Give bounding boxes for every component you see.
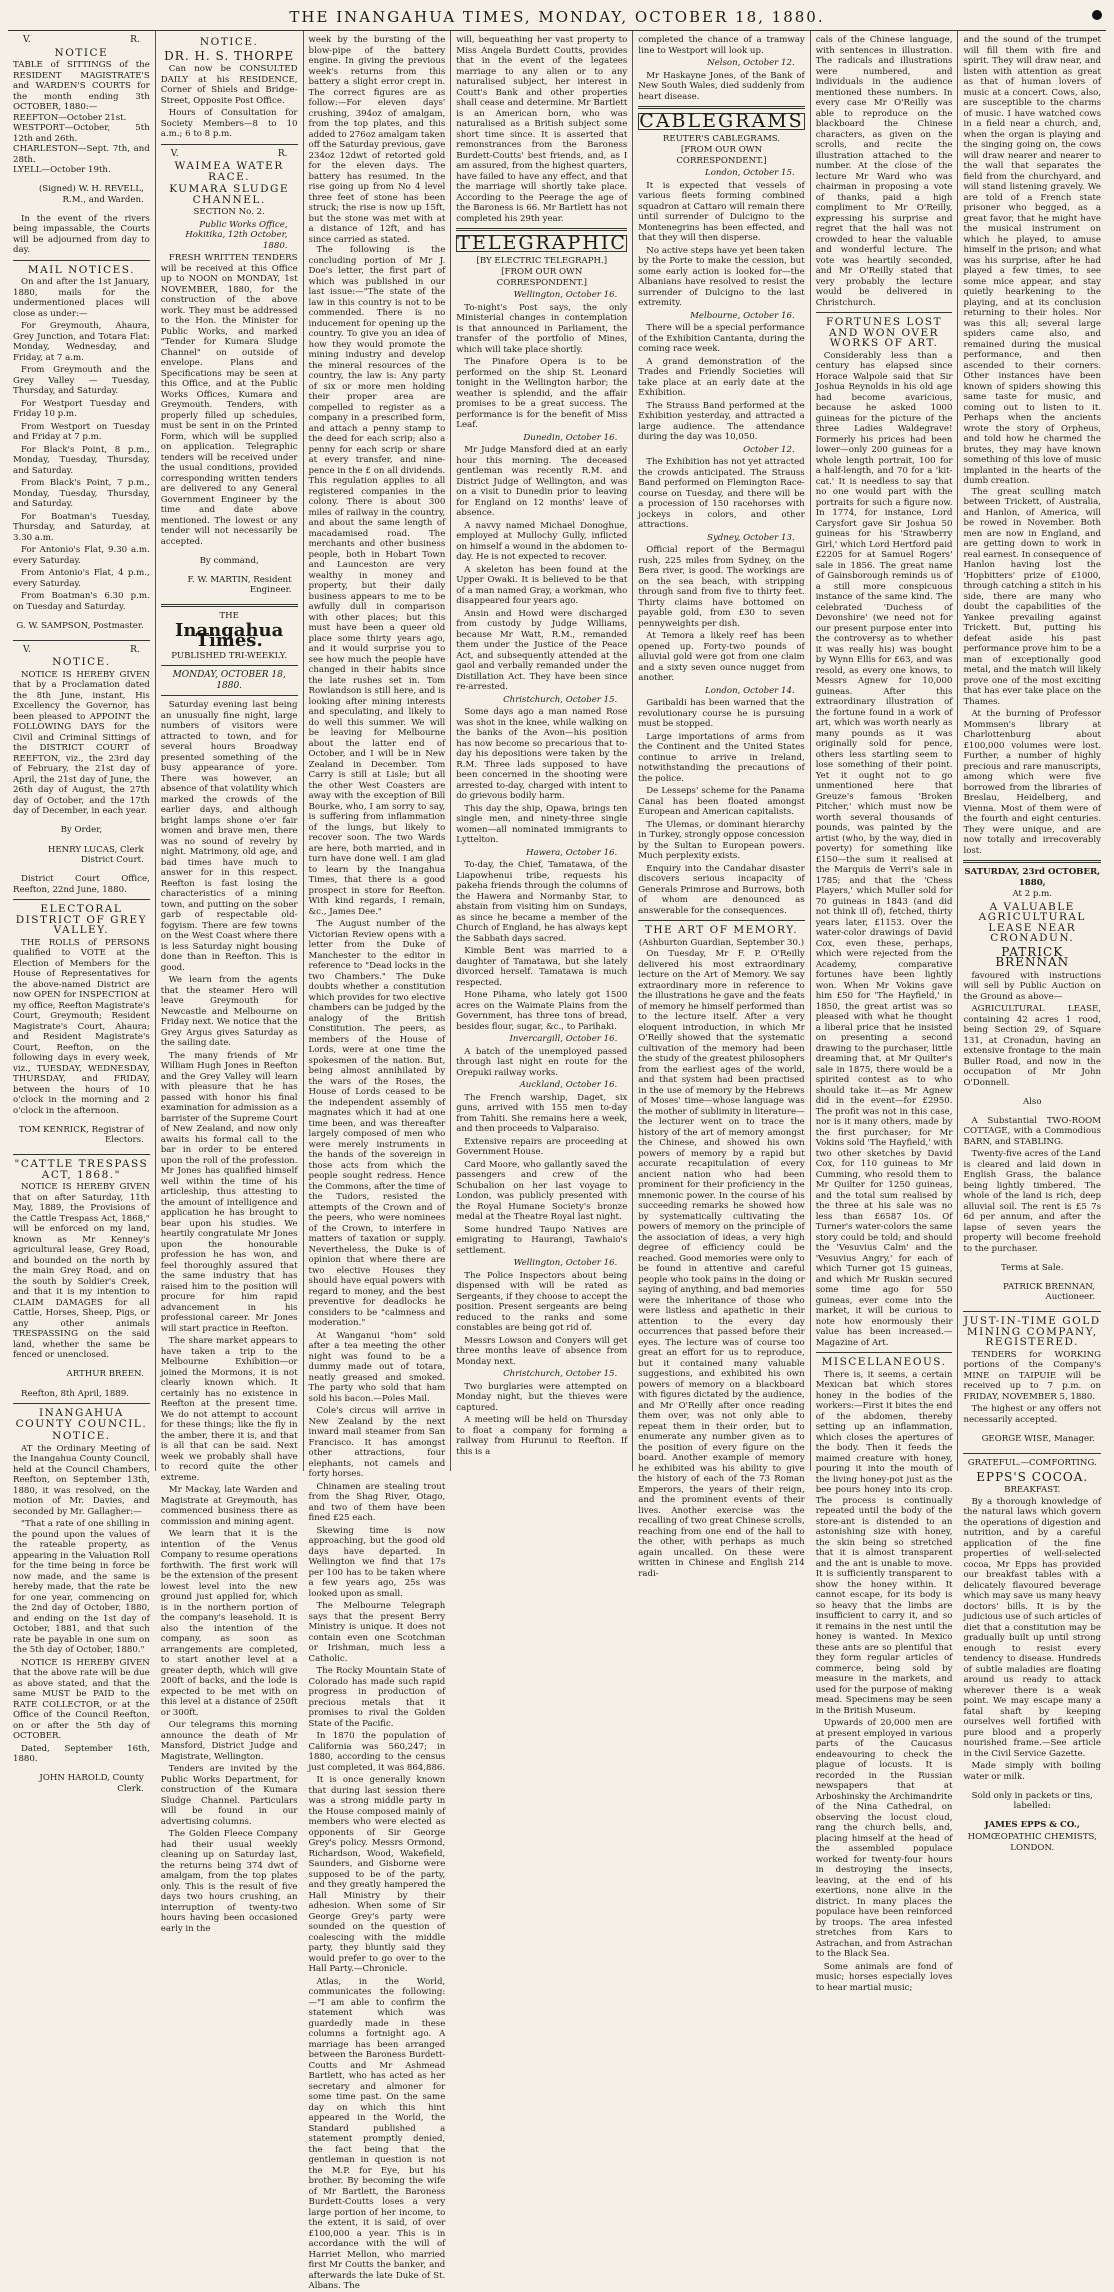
notice-body: NOTICE IS HEREBY GIVEN that by a Proclamation dated the 8th June, instant, His Excellency the Governor, has been pleased to APPOINT the FOLLOWING DAYS for the Civil and Criminal Sittings of the DISTRICT COURT of REEFTON, viz., the 23rd day of February, the 21st day of April, the 21st day of June, the 26th day of August, the 27th day of October, and the 17th day of December, in each year. [13, 669, 150, 817]
column-4 [451, 31, 633, 1471]
dispatch-dateline: London, October 14. [705, 685, 795, 696]
sale-date: SATURDAY, 23rd OCTOBER, 1880, [964, 867, 1101, 888]
news-para: The August number of the Victorian Review opens with a letter from the Duke of Manchester to the editor in reference to "Dead locks in the two Chambers." The Duke doubts whether a constitution which provides for two elective chambers can be judged by the analogy of the British Constitution. The peers, as members of the House of Lords, were at one time the spokesmen of the nation. But, being almost annihilated by the wars of the Roses, the House of Lords ceased to be the independent assembly of magnates which it had at one time been, and was thereafter largely composed of men who were merely instruments in the hands of the sovereign in those acts from which the people sought redress. Hence the Commons, after the time of the Tudors, resisted the attempts of the Crown and of the peers, who were nominees of the Crown, to interfere in matters of taxation or supply. Nevertheless, the Duke is of opinion that where there are two elective Houses they should have equal powers with regard to money, and the best preventive for deadlocks he considers to be "calmness and moderation." [308, 919, 446, 1328]
council-note: NOTICE IS HEREBY GIVEN that the above rate will be due as above stated, and that the same MUST be PAID to the RATE COLLECTOR, or at the Office of the Council Reefton, on or after the 5th day of OCTOBER. [13, 1657, 150, 1742]
section-label: SECTION No. 2. [193, 207, 265, 217]
mail-heading: MAIL NOTICES. [27, 263, 135, 276]
notice-body: WESTPORT—October, 5th 12th and 26th. [13, 123, 150, 144]
divider [963, 1311, 1101, 1312]
dispatch-text: A navvy named Michael Donoghue, employed at Mullochy Gully, inflicted on himself a wound in the abdomen to-day. He is not expected to recover. [456, 520, 628, 562]
columns [8, 31, 1106, 2291]
dispatch-dateline: October 12. [743, 444, 795, 455]
divider [963, 860, 1101, 863]
thorpe-name: DR. H. S. THORPE [164, 48, 295, 63]
notice-heading: NOTICE. [52, 656, 111, 669]
paper-title: Inangahua Times. [174, 619, 284, 652]
column-5 [633, 31, 810, 1579]
sale-time: At 2 p.m. [1012, 889, 1053, 899]
council-signed: JOHN HAROLD, County Clerk. [39, 1773, 144, 1794]
cattle-heading: "CATTLE TRESPASS ACT, 1868." [14, 1158, 149, 1181]
pw-office: Public Works Office, Hokitika, 12th October, 1880. [185, 219, 288, 251]
misc-text: Some animals are fond of music; horses especially loves to hear martial music; [815, 1961, 953, 1993]
mail-line: For Boatman's Tuesday, Thursday, and Saturday, at 3.30 a.m. [13, 511, 150, 543]
divider [161, 665, 298, 666]
divider [13, 1403, 150, 1404]
council-sub: NOTICE. [52, 1430, 111, 1443]
telegraphic-heading: TELEGRAPHIC [457, 232, 627, 254]
dispatch-dateline: Sydney, October 13. [707, 532, 795, 543]
news-para: The following is the concluding portion of Mr J. Doe's letter, the first part of which was published in our last issue:—"The state of the law in this country is not to be commended. There is no inducement for opening up the country. To give you an idea of how they would promote the mining industry and develop the mineral resources of the country, the law is: Any party of six or more men holding their proper area are compelled to register as a company in a prescribed form, and attach a penny stamp to the deed for each scrip; also a penny for each scrip or share at every transfer, and nine-pence in the £ on all dividends. This regulation applies to all registered companies in the colony. There is about 300 miles of railway in the country, and about the same length of macadamised road. The merchants and other business people, both in Hobart Town and Launceston are very wealthy in money and property, but their daily business appears to me to be awfully dull in comparison with other places; but this must have been a queer old place some thirty years ago, and it would surprise you to see how much the people have changed in their habits since the late rushes set in. Tom Rowlandson is still here, and is looking after mining interests and speculating, and likely to do well this summer. We will be leaving for Melbourne about the latter end of October, and I will be in New Zealand in December. Tom Carry is still at Lisle; but all the other West Coasters are away with the exception of Bill Bourke, who, I am sorry to say, is suffering from inflammation of the lungs, but likely to recover soon. The two Wards are here, both married, and in turn have done well. I am glad to learn by the Inangahua Times, that there is a good prospect in store for Reefton. With kind regards, I remain, &c., James Dee." [308, 245, 446, 917]
epps-pre: GRATEFUL.—COMFORTING. [967, 1458, 1097, 1469]
martin-signed: F. W. MARTIN, Resident Engineer. [187, 574, 292, 596]
notice-place: District Court Office, Reefton, 22nd June, 1880. [13, 874, 150, 895]
reuters-label: REUTER'S CABLEGRAMS. [662, 133, 781, 144]
notice-heading: NOTICE [54, 46, 109, 59]
dispatch-text: To-night's Post says, the only Ministerial changes in contemplation is that announced in Parliament, the transfer of the portfolio of Mines, which will take place shortly. [456, 302, 628, 355]
epps-sold: Sold only in packets or tins, labelled: [971, 1790, 1093, 1812]
editorial-para: We learn from the agents that the steamer Hero will leave Greymouth for Newcastle and Melbourne on Friday next. We notice that the Grey Argus gives Saturday as the sailing date. [160, 975, 298, 1049]
dispatch-text: The French warship, Daget, six guns, arrived with 155 men to-day from Tahiti. She remains here a week, and then proceeds to Valparaiso. [456, 1092, 628, 1134]
mining-signed: GEORGE WISE, Manager. [981, 1434, 1096, 1445]
notice-body: REEFTON—October 21st. [13, 112, 127, 123]
dispatch-text: Some days ago a man named Rose was shot in the knee, while walking on the banks of the Avon—his position has now become so precarious that to-day his depositions were taken by the R.M. Three lads supposed to have been concerned in the shooting were arrested to-day, charged with intent to do grievous bodily harm. [456, 707, 628, 801]
dispatch-text: Hone Pihama, who lately got 1500 acres on the Waimate Plains from the Government, has three tons of bread, besides flour, sugar, &c., to Parihaki. [456, 990, 628, 1032]
editorial-para: Tenders are invited by the Public Works Department, for construction of the Kumara Sludge Channel. Particulars will be found in our advertising columns. [160, 1764, 298, 1827]
mining-heading: JUST-IN-TIME GOLD MINING COMPANY, REGISTERED. [963, 1315, 1101, 1349]
notice-order: By Order, [60, 825, 103, 836]
dispatch-text: No active steps have yet been taken by the Porte to make the cession, but some early action is looked for—the Albanians have resolved to resist the surrender of Dulcigno to the last extremity. [638, 245, 805, 308]
cattle-body: NOTICE IS HEREBY GIVEN that on after Saturday, 11th May, 1889, the Provisions of the Cattle Trespass Act, 1868," will be enforced on my land, known as Mr Kenney's agricultural lease, Grey Road, and bounded on the north by the main Grey Road, and on the south by Soldier's Creek, and that it is my intention to CLAIM DAMAGES for all Cattle, Horses, Sheep, Pigs, or any other animals TRESPASSING on the said land, whether the same be fenced or unenclosed. [13, 1182, 150, 1361]
dispatch-text: Official report of the Bermagui rush, 225 miles from Sydney, on the Bera river, is good. The workings are on the sea beach, with stripping through sand from five to thirty feet. Thirty claims have bottomed on payable gold, from £30 to seven pennyweights per dish. [638, 545, 805, 629]
editorial-para: Mr Mackay, late Warden and Magistrate at Greymouth, has commenced business there as commission and mining agent. [160, 1485, 298, 1527]
editorial-para: The many friends of Mr William Hugh Jones in Reefton and the Grey Valley will learn with pleasure that he has passed with honor his final examination for admission as a barrister of the Supreme Court of New Zealand, and now only awaits his formal call to the bar in order to be entered upon the roll of the profession. Mr Jones has qualified himself well within the time of his articleship, thus attesting to the amount of intelligence and application he has brought to bear upon his studies. We heartily congratulate Mr Jones upon the honourable profession he has won, and feel thoroughly assured that the same industry that has raised him to the position will procure for him rapid advancement in his professional career. Mr Jones will start practice in Reefton. [160, 1050, 298, 1334]
epps-made: Made simply with boiling water or milk. [963, 1761, 1102, 1782]
notice-signed: (Signed) W. H. REVELL, R.M., and Warden. [38, 184, 144, 205]
sale-body: favoured with instructions will sell by Public Auction on the Ground as above— [963, 970, 1102, 1002]
vr-r: R. [277, 148, 288, 159]
divider [161, 604, 298, 607]
vr-v: V. [23, 644, 31, 655]
nelson-text: Mr Haskayne Jones, of the Bank of New South Wales, died suddenly from heart disease. [638, 70, 805, 102]
sale-item: AGRICULTURAL LEASE, containing 42 acres 1 rood, being Section 29, of Square 131, at Cronadun, having an extensive frontage to the main Buller Road, and now in the occupation of Mr John O'Donnell. [963, 1004, 1102, 1088]
column-3 [304, 31, 452, 2291]
dispatch-text: Some hundred Taupo Natives are emigrating to Haurangi, Tawhaio's settlement. [456, 1224, 628, 1256]
news-para: It is once generally known that during last session there was a strong middle party in the House composed mainly of members who were elected as opponents of Sir George Grey's policy. Messrs Ormond, Richardson, Wood, Wakefield, Saunders, and Gisborne were supposed to be of the party, and they greatly hampered the Hall Ministry by their adhesion. When some of Sir George Grey's party were sounded on the question of coalescing with the middle party, they bluntly said they would prefer to go over to the Hall Party.—Chronicle. [308, 1775, 446, 1974]
notice-body: TABLE of SITTINGS of the RESIDENT MAGISTRATE'S and WARDEN'S COURTS for the month ending 3th OCTOBER, 1880:— [13, 60, 150, 112]
cablegrams-heading: CABLEGRAMS [639, 110, 804, 132]
thorpe-hours: Hours of Consultation for Society Members—8 to 10 a.m.; 6 to 8 p.m. [160, 108, 298, 139]
mail-line: For Antonio's Flat, 9.30 a.m. every Saturday. [13, 545, 150, 566]
council-quote: "That a rate of one shilling in the pound upon the values of the rateable property, as appearing in the Valuation Roll for the time being in force be now made, and the same is hereby made, that the rate be for one year, commencing on the 2nd day of October, 1880, and ending on the 1st day of October, 1881, and that such rate be payable in one sum on the 5th day of October, 1880." [13, 1519, 150, 1656]
divider [161, 144, 298, 145]
dispatch-text: It is expected that vessels of various fleets forming combined squadron at Cattaro will remain there until surrender of Dulcigno to the Montenegrins has been effected, and that they will then disperse. [638, 180, 805, 243]
news-para: Chinamen are stealing trout from the Shag River, Otago, and two of them have been fined £25 each. [308, 1481, 446, 1523]
dispatch-dateline: Wellington, October 16. [513, 1258, 618, 1268]
kumara-heading: KUMARA SLUDGE CHANNEL. [169, 183, 290, 206]
command: By command, [199, 555, 259, 566]
dispatch-text: At Temora a likely reef has been opened up. Forty-two pounds of alluvial gold were got from one claim and a sixty seven ounce nugget from another. [638, 631, 805, 683]
mail-line: For Greymouth, Ahaura, Grey Junction, and Totara Flat: Monday, Wednesday, and Friday, at 7 a.m. [13, 321, 150, 363]
fortunes-heading: FORTUNES LOST AND WON OVER WORKS OF ART. [826, 316, 943, 349]
news-para: and the sound of the trumpet will fill them with fire and spirit. They will draw near, and listen with attention as great as that of human lovers of music at a concert. Cows, also, are susceptible to the charms of music. I have watched cows in a field near a church, and, when the organ is playing and the singing going on, the cows will draw nearer and nearer to the wall that separates the field from the churchyard, and will stand listening gravely. We are told of a French state prisoner who begged, as a great favor, that he might have the musical instrument on which he played, to amuse himself in the prison; and what was his surprise, after he had played a few times, to see some mice appear, and stay quietly hearkening to the playing, and at its conclusion returning to their holes. Nor was this all; several large spiders came also, and remained during the musical performance, and then ascended to their corners. Other instances have been known of spiders showing this same taste for music, and coming out to listen to it. Perhaps when the ancients wrote the story of Orpheus, and told how he charmed the brutes, they may have known something of this love of music implanted in the hearts of the dumb creation. [963, 35, 1102, 486]
dispatch-text: Ansin and Howd were discharged from custody by Judge Williams, because Mr Watt, R.M., remanded them under the Justice of the Peace Act, and subsequently attended at the gaol and verbally remanded under the Distillation Act. They have been since re-arrested. [456, 608, 628, 692]
sale-heading: A VALUABLE AGRICULTURAL LEASE NEAR CRONADUN. [978, 900, 1086, 944]
news-para: At Wanganui "hom" sold after a tea meeting the other night was found to be a dummy made out of totara, neatly greased and smoked. The party who sold that ham sold his bacon.—Poles Mail. [308, 1330, 446, 1404]
epps-chem: HOMŒOPATHIC CHEMISTS, [967, 1831, 1097, 1842]
the-label: THE [219, 611, 239, 622]
epps-sub: BREAKFAST. [1004, 1485, 1061, 1496]
news-para: completed the chance of a tramway line to Westport will look up. [638, 35, 805, 56]
mail-line: From Black's Point, 7 p.m., Monday, Tuesday, Thursday, and Saturday. [13, 478, 150, 510]
dispatch-text: De Lesseps' scheme for the Panama Canal has been floated amongst European and American capitalists. [638, 786, 805, 817]
notice-body: CHARLESTON—Sept. 7th, and 28th. [13, 144, 150, 165]
column-2 [156, 31, 304, 1934]
epps-body: By a thorough knowledge of the natural laws which govern the operations of digestion and nutrition, and by a careful application of the fine properties of well-selected cocoa, Mr Epps has provided our breakfast tables with a delicately flavoured beverage which may save us many heavy doctors' bills. It is by the judicious use of such articles of diet that a constitution may be gradually built up until strong enough to resist every tendency to disease. Hundreds of subtle maladies are floating around us ready to attack wherever there is a weak point. We may escape many a fatal shaft by keeping ourselves well fortified with pure blood and a properly nourished frame.—See article in the Civil Service Gazette. [963, 1496, 1102, 1759]
news-para: The great sculling match between Trickett, of Australia, and Hanlon, of America, will be rowed in November. Both men are now in England, and are getting down to work in real earnest. In consequence of Hanlon having lost the 'Hopbitters' prize of £1000, through catching a stitch in his side, there are many who doubt the capabilities of the Yankee prevailing against Trickett. But, putting his defeat aside his past performance prove him to be a man of exceptionally good metal, and the match will likely prove one of the most exciting that has ever take place on the Thames. [963, 486, 1102, 707]
mail-line: On and after the 1st January, 1880, mails for the undermentioned places will close as under:— [13, 277, 150, 319]
electoral-body: THE ROLLS of PERSONS qualified to VOTE at the Election of Members for the House of Representatives for the above-named District are now OPEN for INSPECTION at my office, Reefton Magistrate's Court, Greymouth; Resident Magistrate's Court, Ahaura; and Resident Magistrate's Court, Reefton, on the following days in every week, viz., TUESDAY, WEDNESDAY, THURSDAY, and FRIDAY, between the hours of 10 o'clock in the morning and 2 o'clock in the afternoon. [13, 937, 150, 1116]
dispatch-text: Kimble Bent was married to a daughter of Tamatawa, but she lately divorced herself. Tamatawa is much respected. [456, 946, 628, 988]
epps-firm: JAMES EPPS & CO., [984, 1820, 1080, 1831]
masthead [8, 4, 1106, 31]
memory-heading: THE ART OF MEMORY. [644, 924, 799, 936]
editorial-para: We learn that it is the intention of the Venus Company to resume operations forthwith. The first work will be the extension of the present lowest level into the new ground just applied for, which is in the northern portion of the company's leasehold. It is also the intention of the company, as soon as arrangements are completed, to start another level at a greater depth, which will give 200ft of backs, and the lode is expected to be met with on this level at a distance of 250ft or 300ft. [160, 1529, 298, 1718]
telegraph-dispatches [456, 290, 627, 1457]
misc-text: Upwards of 20,000 men are at present employed in various parts of the Caucasus endeavouring to check the plague of locusts. It is recorded in the Russian newspapers that at Arboshinsky the Archimandrite of the Nina Cathedral, on observing the locust cloud, rang the church bells, and, placing himself at the head of the assembled populace worked for twenty-four hours in destroying the insects, leaving, at the end of his exertions, none alive in the district. In many places the populace have been reinforced by troops. The area infested stretches from Kars to Astrachan, and from Astrachan to the Black Sea. [815, 1718, 953, 1959]
sale-cottage: A Substantial TWO-ROOM COTTAGE, with a Commodious BARN, and STABLING. [963, 1115, 1102, 1147]
dispatch-text: A meeting will be held on Thursday to float a company for forming a railway from Hurunui to Reefton. If this is a [456, 1415, 628, 1457]
divider [13, 260, 150, 261]
mail-line: From Antonio's Flat, 4 p.m., every Saturday. [13, 568, 150, 589]
mail-line: From Greymouth and the Grey Valley — Tuesday, Thursday, and Saturday. [13, 365, 150, 397]
dispatch-text: There will be a special performance of the Exhibition Cantanta, during the coming race week. [638, 323, 805, 354]
divider [161, 695, 298, 696]
editorial-para: Our telegrams this morning announce the death of Mr Mansford, District Judge and Magistrate, Wellington. [160, 1720, 298, 1762]
sale-terms: Terms at Sale. [1001, 1262, 1064, 1273]
divider [456, 228, 627, 231]
news-para: The Rocky Mountain State of Colorado has made such rapid progress in production of precious metals that it promises to rival the Golden State of the Pacific. [308, 1666, 446, 1729]
notice-signed: HENRY LUCAS, Clerk District Court. [47, 844, 144, 866]
dispatch-text: The Police Inspectors about being dispensed with will be rated as Sergeants, if they choose to accept the position. Present sergeants are being reduced to the ranks and some constables are being got rid of. [456, 1270, 628, 1333]
nelson-dateline: Nelson, October 12. [707, 58, 795, 68]
own-correspondent-label: [FROM OUR OWN CORRESPONDENT.] [496, 267, 587, 288]
dispatch-dateline: Christchurch, October 15. [503, 1369, 618, 1379]
notice-body: LYELL—October 19th. [13, 165, 111, 175]
dispatch-text: The Exhibition has not yet attracted the crowds anticipated. The Strauss Band performed on Flemington Race-course on Tuesday, and there will be a procession of 150 racehorses with jockeys in colors, and other attractions. [638, 457, 805, 530]
council-heading: INANGAHUA COUNTY COUNCIL. [15, 1407, 148, 1430]
dispatch-dateline: Christchurch, October 15. [503, 694, 618, 705]
editorial-para: The share market appears to have taken a trip to the Melbourne Exhibition—or joined the Mormons, it is not clearly known which. It certainly has no existence in Reefton at the present time. We do not attempt to account for these things; like the fly in the amber, there it is, and that is all that can be said. Next week we probably shall have to record quite the other extreme. [160, 1336, 298, 1483]
tender-body: FRESH WRITTEN TENDERS will be received at this Office up to NOON on MONDAY, 1st NOVEMBER, 1880, for the construction of the above work. They must be addressed to the Hon. the Minister for Public Works, and marked "Tender for Kumara Sludge Channel" on outside of envelope. Plans and Specifications may be seen at this Office, and at the Public Works Offices, Kumara and Greymouth. Tenders, with properly filled up schedules, must be sent in on the Printed Form, which will be supplied on application. Telegraphic tenders will be received under the usual conditions, provided corresponding written tenders are delivered to any General Government Engineer by the time and date above mentioned. The lowest or any tender will not necessarily be accepted. [160, 253, 298, 547]
column-6 [811, 31, 959, 1993]
fortunes-text: Considerably less than a century has elapsed since Horace Walpole said that Sir Joshua Reynolds in his old age had become avaricious, because he asked 1000 guineas for the picture of the three Ladies Waldegrave! Formerly his prices had been lower—only 200 guineas for a whole length portrait, 100 for a half-length, and 70 for a 'kit-cat.' It is needless to say that no one would part with the portraits for such a figure now. In 1774, for instance, Lord Carysfort gave Sir Joshua 50 guineas for his 'Strawberry Girl,' which Lord Hertford paid £2205 for at Samuel Rogers' sale in 1856. The great name of Gainsborough reminds us of a still more conspicuous instance of the same kind. The celebrated 'Duchess of Devonshire' (we need not for our present purpose enter into the controversy as to whether it was really his) was bought by Wynn Ellis for £63, and was resold, as every one knows, to Messrs Agnew for 10,000 guineas. After this extraordinary illustration of the fortune found in a work of art, which was worth nearly as many pounds as it was originally sold for pence, others less startling seem to lose something of their point. Yet it ought not to go unmentioned here that Greuze's famous 'Broken Pitcher,' which must now be worth several thousands of pounds, was painted by the artist (who, by the way, died in poverty) for something like £150—the sum it realised at the Marquis de Verri's sale in 1785; and that the 'Chess Players,' which Muller sold for 70 guineas in 1843 (and did not think ill of), fetched, thirty years later, £1153. Over the water-color drawings of David Cox, even these, perhaps, which were rejected from the Academy, comparative fortunes have been lightly won. When Mr Vokins gave him £50 for 'The Hayfield,' in 1850, the great artist was so pleased with what he thought a liberal price that he insisted on presenting a second drawing to the purchaser, little dreaming that, at Mr Quilter's sale in 1875, there would be a spirited contest as to who should take it—as Mr Agnew did in the event—for £2950. The profit was not in this case, nor is it many others, made by the first purchaser; for Mr Vokins sold 'The Hayfield,' with two other sketches by David Cox, for 110 guineas to Mr Cumming, who resold them to Mr Quilter for 1250 guineas, and the total sum realised by the three at his sale was no less than £6587 10s. Of Turner's water-colors the same story could be told; and should the 'Vesuvius Calm' and the 'Vesuvius Angry,' for each of which Turner got 15 guineas, and which Mr Ruskin secured some time ago for 550 guineas, ever come into the market, it will be curious to note how enormously their value has been increased.—Magazine of Art. [815, 350, 953, 1348]
mail-line: From Westport on Tuesday and Friday at 7 p.m. [13, 421, 150, 443]
dispatch-dateline: Invercargill, October 16. [509, 1034, 618, 1044]
dispatch-text: A grand demonstration of the Trades and Friendly Societies will take place at an early date at the Exhibition. [638, 356, 805, 398]
own-correspondent-label: [FROM OUR OWN CORRESPONDENT.] [676, 145, 767, 166]
dispatch-text: To-day, the Chief, Tamatawa, of the Liapowhenui tribe, requests his pakeha friends through the columns of the Hawera and Normanby Star, to abstain from visiting him on Sundays, as since he became a member of the Church of England, he has always kept the Sabbath days sacred. [456, 860, 628, 944]
divider [963, 1453, 1101, 1454]
epps-name: EPPS'S COCOA. [976, 1469, 1089, 1484]
dispatch-text: Garibaldi has been warned that the revolutionary course he is pursuing must be stopped. [638, 698, 805, 729]
waimea-heading: WAIMEA WATER RACE. [174, 160, 284, 183]
mail-line: For Black's Point, 8 p.m., Monday, Tuesday, Thursday, and Saturday. [13, 444, 150, 476]
vr-header [13, 645, 150, 656]
masthead-title: THE INANGAHUA TIMES, MONDAY, OCTOBER 18, 1880. [289, 8, 825, 26]
dispatch-text: A batch of the unemployed passed through last night en route for the Orepuki railway works. [456, 1046, 628, 1078]
dispatch-text: The Strauss Band performed at the Exhibition yesterday, and attracted a large audience. The attendance during the day was 10,050. [638, 400, 805, 442]
sale-also: Also [1022, 1096, 1042, 1107]
dispatch-dateline: Hawera, October 16. [525, 847, 618, 858]
by-electric-label: [BY ELECTRIC TELEGRAPH.] [476, 255, 608, 266]
vr-r: R. [130, 35, 140, 45]
ink-blot-icon [1092, 8, 1102, 24]
dispatch-dateline: Melbourne, October 16. [690, 310, 795, 321]
electoral-heading: ELECTORAL DISTRICT OF GREY VALLEY. [15, 903, 148, 937]
dispatch-dateline: Dunedin, October 16. [523, 432, 618, 443]
misc-heading: MISCELLANEOUS. [821, 1356, 947, 1368]
editorial-para: Saturday evening last being an unusually fine night, large numbers of visitors were attracted to town, and for several hours Broadway presented something of the busy appearance of yore. There was however, an absence of that volatility which marked the crowds of the earlier days, and although bright lamps shone o'er fair women and brave men, there was no sound of revelry by night. Matrimony, old age, and bad times have much to answer for in this respect. Reefton is fast losing the characteristics of a mining town, and putting on the sober garb of respectable old-fogyism. There are few towns on the West Coast where there is less Saturday night bousing done than in Reefton. This is good. [160, 700, 298, 973]
divider [638, 106, 804, 109]
mail-line: For Westport Tuesday and Friday 10 p.m. [13, 398, 150, 420]
column-1 [8, 31, 156, 1794]
misc-text: There is, it seems, a certain Mexican bat which stores honey in the bodies of the workers:—First it bites the end of the abdomen, thereby setting up an inflammation, which closes the apertures of the body. Then it feeds the maimed creature with honey, pouring it into the mouth of the living honey-pot just as the bee pours honey into its crop. The process is continually repeated until the body of the store-ant is distended to an astonishing size with honey, the skin being so stretched that it is almost transparent and the ant is unable to move. It is sufficiently transparent to show the honey within. It cannot escape, for its body is so heavy that the limbs are insufficient to carry it, and so it remains in the nest until the honey is wanted. In Mexico these ants are so plentiful that they form regular articles of commerce, being sold by measure in the markets, and used for the purpose of making mead. Specimens may be seen in the British Museum. [815, 1369, 953, 1716]
dispatch-text: Messrs Lowson and Conyers will get three months leave of absence from Monday next. [456, 1335, 628, 1367]
vr-header [13, 35, 150, 46]
thorpe-body: Can now be CONSULTED DAILY at his RESIDENCE, Corner of Shiels and Bridge-Street, Opposite Post Office. [160, 64, 298, 106]
dispatch-text: Extensive repairs are proceeding at Government House. [456, 1136, 628, 1157]
dispatch-dateline: London, October 15. [705, 168, 795, 178]
mining-note: The highest or any offers not necessarily accepted. [963, 1404, 1102, 1425]
news-para: cals of the Chinese language, with sentences in illustration. The radicals and illustrations were numbered, and individuals in the audience mentioned these numbers. In every case Mr O'Reilly was able to reproduce on the blackboard the Chinese characters, as given on the scrolls, and recite the illustration attached to the number. At the close of the lecture Mr Ward who was chairman in proposing a vote of thanks, paid a high compliment to Mr O'Reilly, expressing his surprise and regret that the hall was not crowded to hear the valuable and wonderful lecture. The vote was heartily seconded, and Mr O'Reilly stated that very probably the lecture would be delivered in Christchurch. [815, 35, 953, 308]
vr-r: R. [130, 644, 140, 655]
dispatch-text: Large importations of arms from the Continent and the United States continue to arrive in Ireland, notwithstanding the precautions of the police. [638, 731, 805, 784]
council-body: AT the Ordinary Meeting of the Inangahua County Council, held at the Council Chambers, Reefton, on September 13th, 1880, it was resolved, on the motion of Mr. Davies, and seconded by Mr. Gallagher:— [13, 1443, 150, 1517]
memory-source: (Ashburton Guardian, September 30.) [638, 937, 805, 948]
sale-note: Twenty-five acres of the Land is cleared and laid down in English Grass, the balance being lightly timbered. The whole of the land is rich, deep alluvial soil. The rent is £5 7s 6d per annum, and after the lapse of seven years the property will become freehold to the purchaser. [963, 1149, 1102, 1254]
news-para: The Melbourne Telegraph says that the present Berry Ministry is unique. It does not contain even one Scotchman or Irishman, much less a Catholic. [308, 1601, 446, 1664]
news-para: will, bequeathing her vast property to Miss Angela Burdett Coutts, provides that in the event of the legatees marriage to any alien or to any naturalised subject, her interest in Coutt's Bank and other properties shall cease and determine. Mr Bartlett is an American born, who was naturalised as a British subject some short time since. It is asserted that remonstrances from the Baroness Burdett-Coutts' best friends, and, as I am assured, from the highest quarters, have failed to have any effect, and that the marriage will shortly take place. According to the Peerage the age of the Baroness is 66. Mr Bartlett has not completed his 29th year. [456, 35, 628, 224]
dispatch-text: Enquiry into the Candahar disaster discovers serious incapacity of Generals Primrose and Burrows, both of whom are denounced as answerable for the consequences. [638, 863, 805, 916]
dispatch-dateline: Auckland, October 16. [519, 1080, 618, 1090]
dispatch-text: A skeleton has been found at the Upper Owaki. It is believed to be that of a man named Gray, a workman, who disappeared four years ago. [456, 564, 628, 606]
sale-name: PATRICK BRENNAN [995, 944, 1070, 969]
divider [638, 920, 804, 921]
editorial-dateline: MONDAY, OCTOBER 18, 1880. [172, 670, 286, 691]
notice-note: In the event of the rivers being impassable, the Courts will be adjourned from day to day. [13, 213, 150, 256]
news-para: In 1870 the population of California was 560,247; in 1880, according to the census just completed, it was 864,886. [308, 1731, 446, 1773]
dispatch-text: The Pinafore Opera is to be performed on the ship St. Leonard tonight in the Wellington harbor; the weather is splendid, and the affair promises to be a great success. The performance is for the benefit of Miss Leaf. [456, 357, 628, 430]
published-label: PUBLISHED TRI-WEEKLY. [171, 650, 288, 661]
divider [816, 312, 953, 313]
news-para: At the burning of Professor Mommsen's library at Charlottenburg about £100,000 volumes were lost. Further, a number of highly precious and rare manuscripts, among which were five borrowed from the libraries of Breslau, Heidelberg, and Vienna. Most of them were of the fourth and eight centuries. They were unique, and are now totally and irrecoverably lost. [963, 709, 1102, 856]
dispatch-dateline: Wellington, October 16. [513, 290, 618, 300]
dispatch-text: Card Moore, who gallantly saved the passengers and crew of the Schubalion on her last voyage to London, was publicly presented with the Royal Humane Society's bronze medal at the Theatre Royal last night. [456, 1159, 628, 1222]
council-dated: Dated, September 16th, 1880. [13, 1743, 150, 1765]
electoral-signed: TOM KENRICK, Registrar of Electors. [18, 1124, 144, 1146]
editorial-para: The Golden Fleece Company had their usual weekly cleaning up on Saturday last, the returns being 374 dwt of amalgam, from the top plates only. This is the result of five days two hours crushing, an interruption of twenty-two hours having been occasioned early in the [160, 1829, 298, 1934]
epps-loc: LONDON. [1010, 1843, 1055, 1854]
divider [13, 899, 150, 900]
news-para: week by the bursting of the blow-pipe of the battery engine. In giving the previous week's returns from this battery a slight error crept in. The correct figures are as follow:—For eleven days' crushing, 394oz of amalgam, from the top plates, and this added to 276oz amalgam taken off the Saturday previous, gave 234oz 12dwt of retorted gold for the eleven days. The battery has resumed. In the rise going up from No 4 level three feet of stone has been struck; the rise is now up 15ft, but the stone was met with at a distance of 12ft, and has since carried as stated. [308, 35, 446, 245]
dispatch-text: Two burglaries were attempted on Monday night, but the thieves were captured. [456, 1381, 628, 1413]
mail-line: From Boatman's 6.30 p.m. on Tuesday and Saturday. [13, 591, 150, 612]
news-para: Skewing time is now approaching, but the good old days have departed. In Wellington we find that 17s per 100 has to be taken where a few years ago, 25s was looked upon as small. [308, 1525, 446, 1599]
divider [13, 1154, 150, 1155]
memory-text: On Tuesday, Mr F. P. O'Reilly delivered his most extraordinary lecture on the Art of Memory. We say extraordinary more in reference to the illustrations he gave and the feats of memory he himself performed than to the lecture itself. After a very eloquent introduction, in which Mr O'Reilly showed that the systematic cultivation of the memory had been the study of the greatest philosophers from the earliest ages of the world, and that system had been practised in the use of memory by the Hebrews of Moses' time—whose language was the mother of sublimity in literature—the lecturer went on to trace the history of the art of memory amongst the Chinese, and showed his own powers of memory by a rapid but accurate recapitulation of every ancient nation who had been prominent for their proficiency in the mnemonic power. In the course of his succeeding remarks he showed how by systematically cultivating the powers of memory on the principle of the association of ideas, a very high degree of efficiency could be reached. Good memories were only to be found in attentive and careful people who took pains in the doing or saying of anything, and bad memories were the inheritance of those who were listless and apathetic in their attention to the every day occurrences that passed before their eyes. The lecture was of course too great an effort for us to reproduce, but it contained many valuable suggestions, and exhibited his own powers of memory on a blackboard with figures dictated by the audience, and Mr O'Reilly after once reading them over, was not only able to repeat them in their order, but to enumerate any number given as to the position of every figure on the board. Another example of memory he exhibited was his ability to give the history of each of the 73 Roman Emperors, the years of their reign, and the prominent events of their lives. Another exercise was the recalling of two great Chinese scrolls, reaching from one end of the hall to the other, with perhaps as much again uncalled. On these were written in Chinese and English 214 radi- [638, 949, 805, 1579]
news-para: Cole's circus will arrive in New Zealand by the next inward mail steamer from San Francisco. It has amongst other attractions, four elephants, not camels and forty horses. [308, 1406, 446, 1479]
cable-dispatches [638, 168, 804, 916]
vr-v: V. [23, 35, 31, 45]
sale-signed: PATRICK BRENNAN, Auctioneer. [1002, 1281, 1096, 1303]
divider [13, 640, 150, 641]
vr-v: V. [170, 148, 179, 159]
dispatch-text: This day the ship, Opawa, brings ten single men, and ninety-three single women—all nominated immigrants to Lyttelton. [456, 803, 628, 845]
dispatch-text: The Ulemas, or dominant hierarchy in Turkey, strongly oppose concession by the Sultan to European powers. Much perplexity exists. [638, 819, 805, 861]
column-7 [958, 31, 1106, 1854]
cattle-signed: ARTHUR BREEN. [66, 1369, 144, 1380]
divider [816, 1352, 953, 1353]
vr-header [161, 149, 298, 160]
cattle-place: Reefton, 8th April, 1889. [21, 1388, 130, 1399]
mining-body: TENDERS for WORKING portions of the Company's MINE on TAIPUIE will be received up to 7 p.m. on FRIDAY, NOVEMBER 5, 1880. [963, 1349, 1102, 1402]
mail-signed: G. W. SAMPSON, Postmaster. [16, 620, 144, 631]
dispatch-text: Mr Judge Mansford died at an early hour this morning. The deceased gentleman was recently R.M. and District Judge of Wellington, and was on a visit to Dunedin prior to leaving for England on 12 months' leave of absence. [456, 445, 628, 518]
news-para: Atlas, in the World, communicates the following:—"I am able to confirm the statement which was guardedly made in these columns a fortnight ago. A marriage has been arranged between the Baroness Burdett-Coutts and Mr Ashmead Bartlett, who has acted as her secretary and almoner for some time past. On the same day on which this hint appeared in the World, the Standard published a statement promptly denied, the fact being that the gentleman in question is not the M.P. for Eye, but his brother. By becoming the wife of Mr Bartlett, the Baroness Burdett-Coutts loses a very large portion of her income, to the extent, it is said, of over £100,000 a year. This is in accordance with the will of Harriet Mellon, who married first Mr Coutts the banker, and afterwards the late Duke of St. Albans. The [308, 1976, 446, 2291]
notice-heading: NOTICE. [199, 36, 259, 48]
